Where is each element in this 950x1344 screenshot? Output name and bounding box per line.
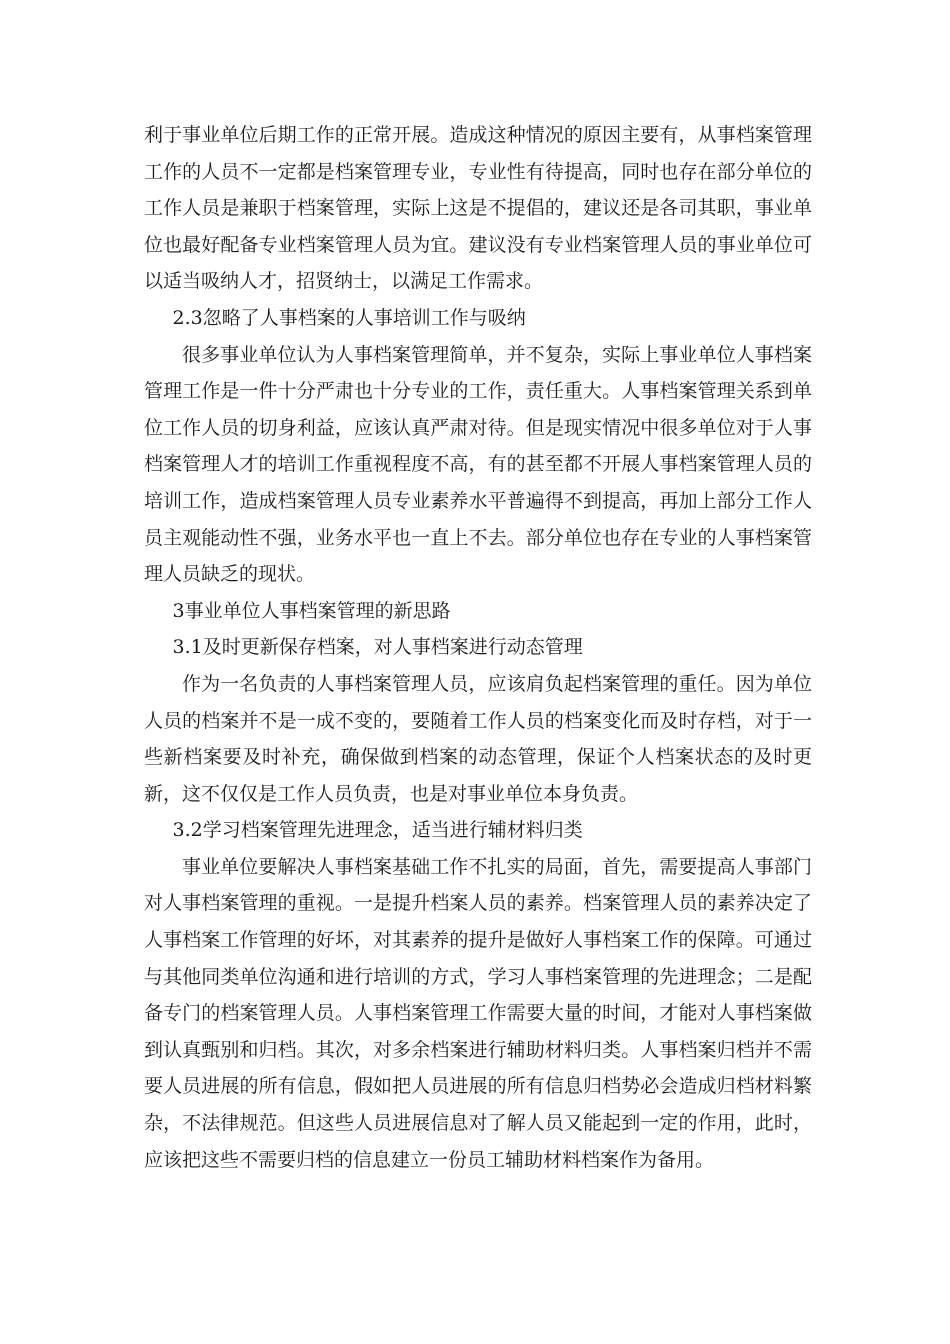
body-paragraph: 很多事业单位认为人事档案管理简单，并不复杂，实际上事业单位人事档案管理工作是一件十分严肃也十分专业的工作，责任重大。人事档案管理关系到单位工作人员的切身利益，应该认真严肃对待。但是现实情况中很多单位对于人事档案管理人才的培训工作重视程度不高，有的甚至都不开展人事档案管理人员的培训工作，造成档案管理人员专业素养水平普遍得不到提高，再加上部分工作人员主观能动性不强，业务水平也一直上不去。部分单位也存在专业的人事档案管理人员缺乏的现状。 [144,343,812,586]
section-heading-3: 3事业单位人事档案管理的新思路 [172,599,451,622]
document-page [144,117,812,1178]
section-heading-3-2: 3.2学习档案管理先进理念，适当进行辅材料归类 [172,819,583,842]
body-paragraph-continuation: 利于事业单位后期工作的正常开展。造成这种情况的原因主要有，从事档案管理工作的人员不一定都是档案管理专业，专业性有待提高，同时也存在部分单位的工作人员是兼职于档案管理，实际上这是不提倡的，建议还是各司其职，事业单位也最好配备专业档案管理人员为宜。建议没有专业档案管理人员的事业单位可以适当吸纳人才，招贤纳士，以满足工作需求。 [144,124,812,293]
section-heading-3-1: 3.1及时更新保存档案，对人事档案进行动态管理 [172,636,583,659]
section-heading-2-3: 2.3忽略了人事档案的人事培训工作与吸纳 [172,306,526,329]
body-paragraph: 作为一名负责的人事档案管理人员，应该肩负起档案管理的重任。因为单位人员的档案并不是一成不变的，要随着工作人员的档案变化而及时存档，对于一些新档案要及时补充，确保做到档案的动态管理，保证个人档案状态的及时更新，这不仅仅是工作人员负责，也是对事业单位本身负责。 [144,672,812,805]
body-paragraph: 事业单位要解决人事档案基础工作不扎实的局面，首先，需要提高人事部门对人事档案管理的重视。一是提升档案人员的素养。档案管理人员的素养决定了人事档案工作管理的好坏，对其素养的提升是做好人事档案工作的保障。可通过与其他同类单位沟通和进行培训的方式，学习人事档案管理的先进理念；二是配备专门的档案管理人员。人事档案管理工作需要大量的时间，才能对人事档案做到认真甄别和归档。其次，对多余档案进行辅助材料归类。人事档案归档并不需要人员进展的所有信息，假如把人员进展的所有信息归档势必会造成归档材料繁杂，不法律规范。但这些人员进展信息对了解人员又能起到一定的作用，此时，应该把这些不需要归档的信息建立一份员工辅助材料档案作为备用。 [144,855,812,1171]
